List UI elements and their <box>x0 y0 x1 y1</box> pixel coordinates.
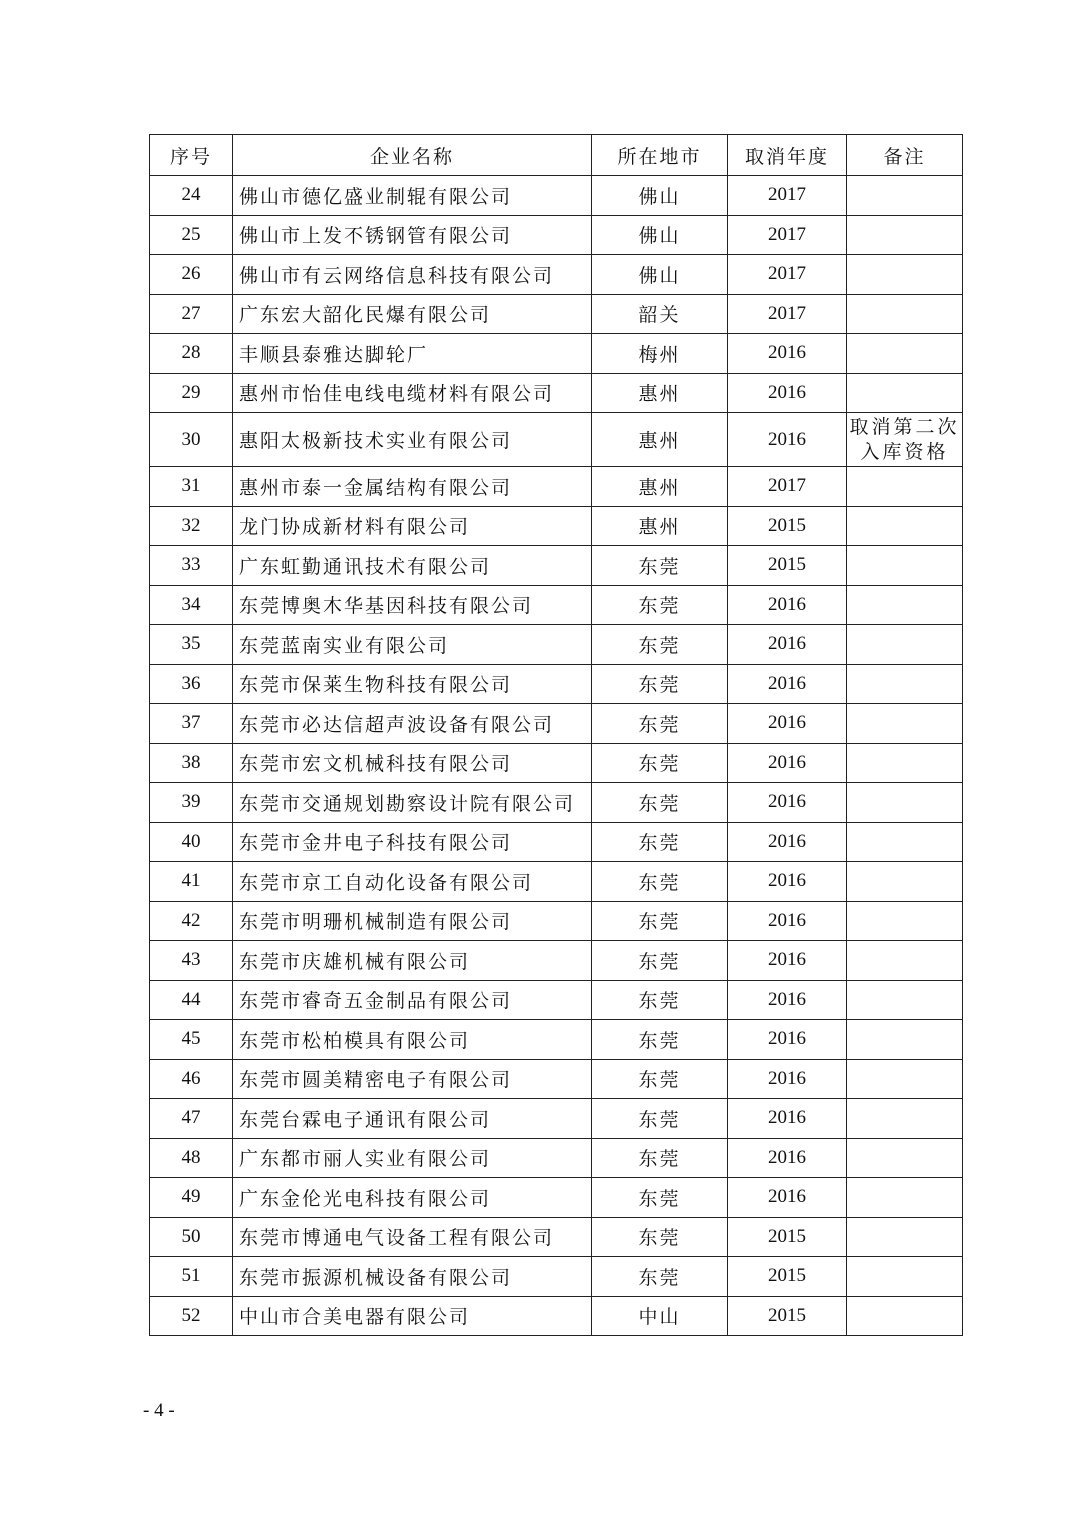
row-serial-number: 38 <box>150 743 233 783</box>
row-serial-number: 49 <box>150 1178 233 1218</box>
row-city: 东莞 <box>592 1020 728 1060</box>
row-serial-number: 47 <box>150 1099 233 1139</box>
row-enterprise-name: 东莞博奥木华基因科技有限公司 <box>233 585 592 625</box>
row-serial-number: 48 <box>150 1138 233 1178</box>
row-enterprise-name: 东莞市明珊机械制造有限公司 <box>233 901 592 941</box>
row-enterprise-name: 丰顺县泰雅达脚轮厂 <box>233 334 592 374</box>
table-row <box>150 1138 963 1178</box>
table-row <box>150 862 963 902</box>
table-header-row <box>150 135 963 176</box>
table-row <box>150 704 963 744</box>
row-remarks <box>847 546 963 586</box>
row-city: 惠州 <box>592 506 728 546</box>
row-cancel-year: 2016 <box>728 373 847 413</box>
row-remarks <box>847 862 963 902</box>
table-row <box>150 822 963 862</box>
table-row <box>150 294 963 334</box>
row-city: 东莞 <box>592 980 728 1020</box>
row-enterprise-name: 东莞市京工自动化设备有限公司 <box>233 862 592 902</box>
row-city: 东莞 <box>592 1178 728 1218</box>
row-cancel-year: 2016 <box>728 980 847 1020</box>
row-enterprise-name: 惠州市泰一金属结构有限公司 <box>233 467 592 507</box>
row-cancel-year: 2017 <box>728 176 847 216</box>
row-cancel-year: 2016 <box>728 1099 847 1139</box>
row-enterprise-name: 佛山市上发不锈钢管有限公司 <box>233 215 592 255</box>
row-cancel-year: 2015 <box>728 546 847 586</box>
row-city: 佛山 <box>592 176 728 216</box>
row-enterprise-name: 东莞市博通电气设备工程有限公司 <box>233 1217 592 1257</box>
row-serial-number: 31 <box>150 467 233 507</box>
row-enterprise-name: 广东都市丽人实业有限公司 <box>233 1138 592 1178</box>
row-city: 佛山 <box>592 215 728 255</box>
row-serial-number: 25 <box>150 215 233 255</box>
row-enterprise-name: 广东宏大韶化民爆有限公司 <box>233 294 592 334</box>
row-enterprise-name: 惠州市怡佳电线电缆材料有限公司 <box>233 373 592 413</box>
row-serial-number: 51 <box>150 1257 233 1297</box>
row-remarks <box>847 467 963 507</box>
row-serial-number: 29 <box>150 373 233 413</box>
row-serial-number: 40 <box>150 822 233 862</box>
table-row <box>150 1257 963 1297</box>
header-city: 所在地市 <box>592 135 728 176</box>
row-remarks <box>847 743 963 783</box>
table-row <box>150 625 963 665</box>
row-remarks <box>847 1099 963 1139</box>
table-row <box>150 783 963 823</box>
row-serial-number: 27 <box>150 294 233 334</box>
row-enterprise-name: 东莞蓝南实业有限公司 <box>233 625 592 665</box>
row-remarks <box>847 980 963 1020</box>
row-remarks <box>847 1296 963 1336</box>
row-cancel-year: 2016 <box>728 783 847 823</box>
row-enterprise-name: 东莞市必达信超声波设备有限公司 <box>233 704 592 744</box>
row-cancel-year: 2016 <box>728 334 847 374</box>
row-cancel-year: 2017 <box>728 294 847 334</box>
row-city: 东莞 <box>592 664 728 704</box>
row-remarks <box>847 1138 963 1178</box>
row-enterprise-name: 东莞市交通规划勘察设计院有限公司 <box>233 783 592 823</box>
row-city: 东莞 <box>592 585 728 625</box>
row-cancel-year: 2015 <box>728 1217 847 1257</box>
row-remarks <box>847 822 963 862</box>
header-remarks: 备注 <box>847 135 963 176</box>
row-remarks <box>847 941 963 981</box>
row-cancel-year: 2016 <box>728 941 847 981</box>
row-serial-number: 44 <box>150 980 233 1020</box>
table-row <box>150 215 963 255</box>
row-enterprise-name: 东莞市圆美精密电子有限公司 <box>233 1059 592 1099</box>
row-serial-number: 42 <box>150 901 233 941</box>
row-enterprise-name: 佛山市有云网络信息科技有限公司 <box>233 255 592 295</box>
table-row <box>150 467 963 507</box>
row-serial-number: 46 <box>150 1059 233 1099</box>
row-cancel-year: 2016 <box>728 625 847 665</box>
row-cancel-year: 2015 <box>728 506 847 546</box>
row-city: 东莞 <box>592 1217 728 1257</box>
row-city: 东莞 <box>592 901 728 941</box>
row-remarks <box>847 334 963 374</box>
table-row <box>150 1020 963 1060</box>
row-enterprise-name: 广东金伦光电科技有限公司 <box>233 1178 592 1218</box>
row-remarks <box>847 1257 963 1297</box>
row-cancel-year: 2016 <box>728 822 847 862</box>
header-serial-number: 序号 <box>150 135 233 176</box>
row-cancel-year: 2017 <box>728 215 847 255</box>
table-row <box>150 546 963 586</box>
table-row <box>150 1217 963 1257</box>
row-city: 韶关 <box>592 294 728 334</box>
row-serial-number: 26 <box>150 255 233 295</box>
row-enterprise-name: 中山市合美电器有限公司 <box>233 1296 592 1336</box>
row-city: 东莞 <box>592 625 728 665</box>
row-cancel-year: 2016 <box>728 1020 847 1060</box>
row-cancel-year: 2016 <box>728 1138 847 1178</box>
row-cancel-year: 2016 <box>728 704 847 744</box>
row-city: 东莞 <box>592 1099 728 1139</box>
row-remarks: 取消第二次入库资格 <box>847 413 963 467</box>
row-city: 东莞 <box>592 743 728 783</box>
table-row <box>150 506 963 546</box>
row-remarks <box>847 373 963 413</box>
row-city: 东莞 <box>592 862 728 902</box>
header-enterprise-name: 企业名称 <box>233 135 592 176</box>
table-row <box>150 1059 963 1099</box>
row-city: 东莞 <box>592 704 728 744</box>
row-city: 佛山 <box>592 255 728 295</box>
row-serial-number: 28 <box>150 334 233 374</box>
row-serial-number: 35 <box>150 625 233 665</box>
table-row <box>150 255 963 295</box>
table-body <box>150 176 963 1336</box>
row-remarks <box>847 506 963 546</box>
table-row <box>150 585 963 625</box>
row-serial-number: 33 <box>150 546 233 586</box>
row-serial-number: 41 <box>150 862 233 902</box>
row-city: 东莞 <box>592 1257 728 1297</box>
row-cancel-year: 2017 <box>728 255 847 295</box>
row-serial-number: 34 <box>150 585 233 625</box>
row-city: 东莞 <box>592 783 728 823</box>
table-row <box>150 373 963 413</box>
row-remarks <box>847 1178 963 1218</box>
row-serial-number: 39 <box>150 783 233 823</box>
row-enterprise-name: 东莞市振源机械设备有限公司 <box>233 1257 592 1297</box>
table-row <box>150 334 963 374</box>
row-enterprise-name: 东莞市松柏模具有限公司 <box>233 1020 592 1060</box>
table-row <box>150 941 963 981</box>
row-remarks <box>847 215 963 255</box>
row-cancel-year: 2016 <box>728 1178 847 1218</box>
row-cancel-year: 2016 <box>728 664 847 704</box>
row-cancel-year: 2016 <box>728 1059 847 1099</box>
row-enterprise-name: 东莞市保莱生物科技有限公司 <box>233 664 592 704</box>
row-remarks <box>847 1059 963 1099</box>
row-serial-number: 45 <box>150 1020 233 1060</box>
row-serial-number: 52 <box>150 1296 233 1336</box>
row-remarks <box>847 176 963 216</box>
row-serial-number: 36 <box>150 664 233 704</box>
row-enterprise-name: 广东虹勤通讯技术有限公司 <box>233 546 592 586</box>
table-row <box>150 176 963 216</box>
row-serial-number: 37 <box>150 704 233 744</box>
row-enterprise-name: 东莞市睿奇五金制品有限公司 <box>233 980 592 1020</box>
row-serial-number: 24 <box>150 176 233 216</box>
row-enterprise-name: 东莞市金井电子科技有限公司 <box>233 822 592 862</box>
page-number: - 4 - <box>143 1400 175 1421</box>
row-cancel-year: 2016 <box>728 901 847 941</box>
row-cancel-year: 2016 <box>728 862 847 902</box>
table-row <box>150 413 963 467</box>
table-row <box>150 1296 963 1336</box>
row-remarks <box>847 1217 963 1257</box>
row-enterprise-name: 佛山市德亿盛业制辊有限公司 <box>233 176 592 216</box>
row-city: 惠州 <box>592 467 728 507</box>
row-city: 梅州 <box>592 334 728 374</box>
row-remarks <box>847 901 963 941</box>
row-enterprise-name: 东莞台霖电子通讯有限公司 <box>233 1099 592 1139</box>
row-city: 东莞 <box>592 822 728 862</box>
row-city: 东莞 <box>592 1059 728 1099</box>
row-cancel-year: 2015 <box>728 1296 847 1336</box>
row-cancel-year: 2017 <box>728 467 847 507</box>
row-enterprise-name: 东莞市宏文机械科技有限公司 <box>233 743 592 783</box>
table-row <box>150 901 963 941</box>
row-city: 东莞 <box>592 941 728 981</box>
row-remarks <box>847 255 963 295</box>
row-remarks <box>847 1020 963 1060</box>
row-serial-number: 32 <box>150 506 233 546</box>
table-row <box>150 980 963 1020</box>
row-city: 惠州 <box>592 413 728 467</box>
row-city: 惠州 <box>592 373 728 413</box>
row-remarks <box>847 625 963 665</box>
table-row <box>150 1178 963 1218</box>
row-remarks <box>847 294 963 334</box>
table-row <box>150 743 963 783</box>
row-serial-number: 50 <box>150 1217 233 1257</box>
row-cancel-year: 2016 <box>728 413 847 467</box>
row-city: 中山 <box>592 1296 728 1336</box>
row-enterprise-name: 惠阳太极新技术实业有限公司 <box>233 413 592 467</box>
row-enterprise-name: 东莞市庆雄机械有限公司 <box>233 941 592 981</box>
cancelled-enterprises-table <box>149 134 963 1336</box>
header-cancel-year: 取消年度 <box>728 135 847 176</box>
row-enterprise-name: 龙门协成新材料有限公司 <box>233 506 592 546</box>
row-serial-number: 30 <box>150 413 233 467</box>
row-remarks <box>847 585 963 625</box>
row-remarks <box>847 704 963 744</box>
row-remarks <box>847 664 963 704</box>
row-serial-number: 43 <box>150 941 233 981</box>
row-cancel-year: 2015 <box>728 1257 847 1297</box>
table-row <box>150 1099 963 1139</box>
row-cancel-year: 2016 <box>728 743 847 783</box>
row-remarks <box>847 783 963 823</box>
table-row <box>150 664 963 704</box>
row-cancel-year: 2016 <box>728 585 847 625</box>
row-city: 东莞 <box>592 546 728 586</box>
row-city: 东莞 <box>592 1138 728 1178</box>
